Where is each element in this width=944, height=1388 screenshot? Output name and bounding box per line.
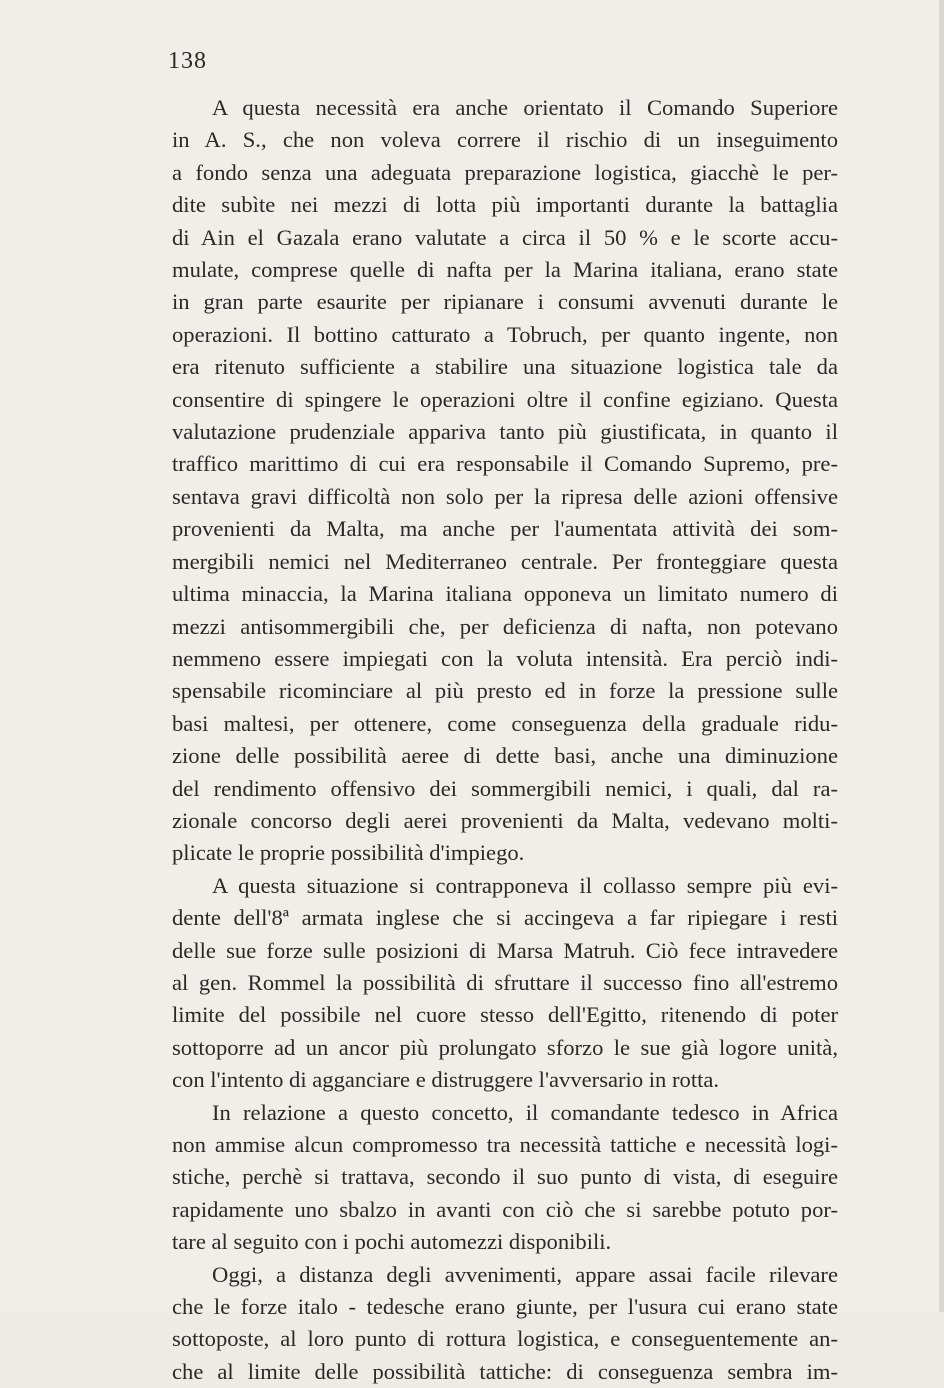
text-line: spensabile ricominciare al più presto ed in forze la pressione sulle: [172, 678, 838, 704]
text-line: sottoporre ad un ancor più prolungato sforzo le sue già logore unità,: [172, 1034, 838, 1060]
page-edge-shadow: [939, 0, 944, 1312]
text-line: dente dell'8ª armata inglese che si accingeva a far ripiegare i resti: [172, 905, 838, 931]
text-line: limite del possibile nel cuore stesso dell'Egitto, ritenendo di poter: [172, 1002, 838, 1028]
text-line: traffico marittimo di cui era responsabile il Comando Supremo, pre-: [172, 451, 838, 477]
text-line: al gen. Rommel la possibilità di sfruttare il successo fino all'estremo: [172, 969, 838, 995]
text-line: a fondo senza una adeguata preparazione logistica, giacchè le per-: [172, 159, 838, 185]
text-line: In relazione a questo concetto, il comandante tedesco in Africa: [212, 1099, 838, 1125]
body-text: [172, 92, 838, 1388]
text-line: provenienti da Malta, ma anche per l'aumentata attività dei som-: [172, 516, 838, 542]
text-line: in gran parte esaurite per ripianare i consumi avvenuti durante le: [172, 289, 838, 315]
text-line: di Ain el Gazala erano valutate a circa il 50 % e le scorte accu-: [172, 224, 838, 250]
text-line: tare al seguito con i pochi automezzi disponibili.: [172, 1229, 612, 1255]
text-line: in A. S., che non voleva correre il rischio di un inseguimento: [172, 127, 838, 153]
text-line: stiche, perchè si trattava, secondo il suo punto di vista, di eseguire: [172, 1164, 838, 1190]
text-line: A questa situazione si contrapponeva il collasso sempre più evi-: [212, 872, 838, 898]
text-line: ultima minaccia, la Marina italiana opponeva un limitato numero di: [172, 581, 838, 607]
page-number: 138: [168, 48, 207, 74]
text-line: mezzi antisommergibili che, per deficienza di nafta, non potevano: [172, 613, 838, 639]
text-line: era ritenuto sufficiente a stabilire una situazione logistica tale da: [172, 354, 838, 380]
text-line: valutazione prudenziale appariva tanto più giustificata, in quanto il: [172, 419, 838, 445]
text-line: che al limite delle possibilità tattiche: di conseguenza sembra im-: [172, 1358, 838, 1384]
text-line: sentava gravi difficoltà non solo per la ripresa delle azioni offensive: [172, 483, 838, 509]
text-line: non ammise alcun compromesso tra necessità tattiche e necessità logi-: [172, 1132, 838, 1157]
text-line: zionale concorso degli aerei provenienti da Malta, vedevano molti-: [172, 807, 838, 833]
text-line: Oggi, a distanza degli avvenimenti, appare assai facile rilevare: [212, 1261, 838, 1287]
text-line: nemmeno essere impiegati con la voluta intensità. Era perciò indi-: [172, 645, 838, 671]
text-line: A questa necessità era anche orientato il Comando Superiore: [212, 95, 838, 120]
text-line: mergibili nemici nel Mediterraneo centrale. Per fronteggiare questa: [172, 548, 838, 574]
text-line: del rendimento offensivo dei sommergibili nemici, i quali, dal ra-: [172, 775, 838, 801]
text-line: con l'intento di agganciare e distruggere l'avversario in rotta.: [172, 1067, 720, 1093]
text-line: mulate, comprese quelle di nafta per la Marina italiana, erano state: [172, 257, 838, 283]
text-line: plicate le proprie possibilità d'impiego.: [172, 840, 525, 866]
text-line: rapidamente uno sbalzo in avanti con ciò che si sarebbe potuto por-: [172, 1196, 838, 1222]
text-line: zione delle possibilità aeree di dette basi, anche una diminuzione: [172, 743, 838, 769]
text-line: sottoposte, al loro punto di rottura logistica, e conseguentemente an-: [172, 1326, 838, 1352]
text-line: delle sue forze sulle posizioni di Marsa Matruh. Ciò fece intravedere: [172, 937, 838, 963]
text-line: operazioni. Il bottino catturato a Tobruch, per quanto ingente, non: [172, 321, 838, 347]
text-line: consentire di spingere le operazioni oltre il confine egiziano. Questa: [172, 386, 838, 412]
text-line: basi maltesi, per ottenere, come conseguenza della graduale ridu-: [172, 710, 838, 736]
text-line: che le forze italo - tedesche erano giunte, per l'usura cui erano state: [172, 1294, 838, 1320]
text-line: dite subìte nei mezzi di lotta più importanti durante la battaglia: [172, 192, 838, 218]
